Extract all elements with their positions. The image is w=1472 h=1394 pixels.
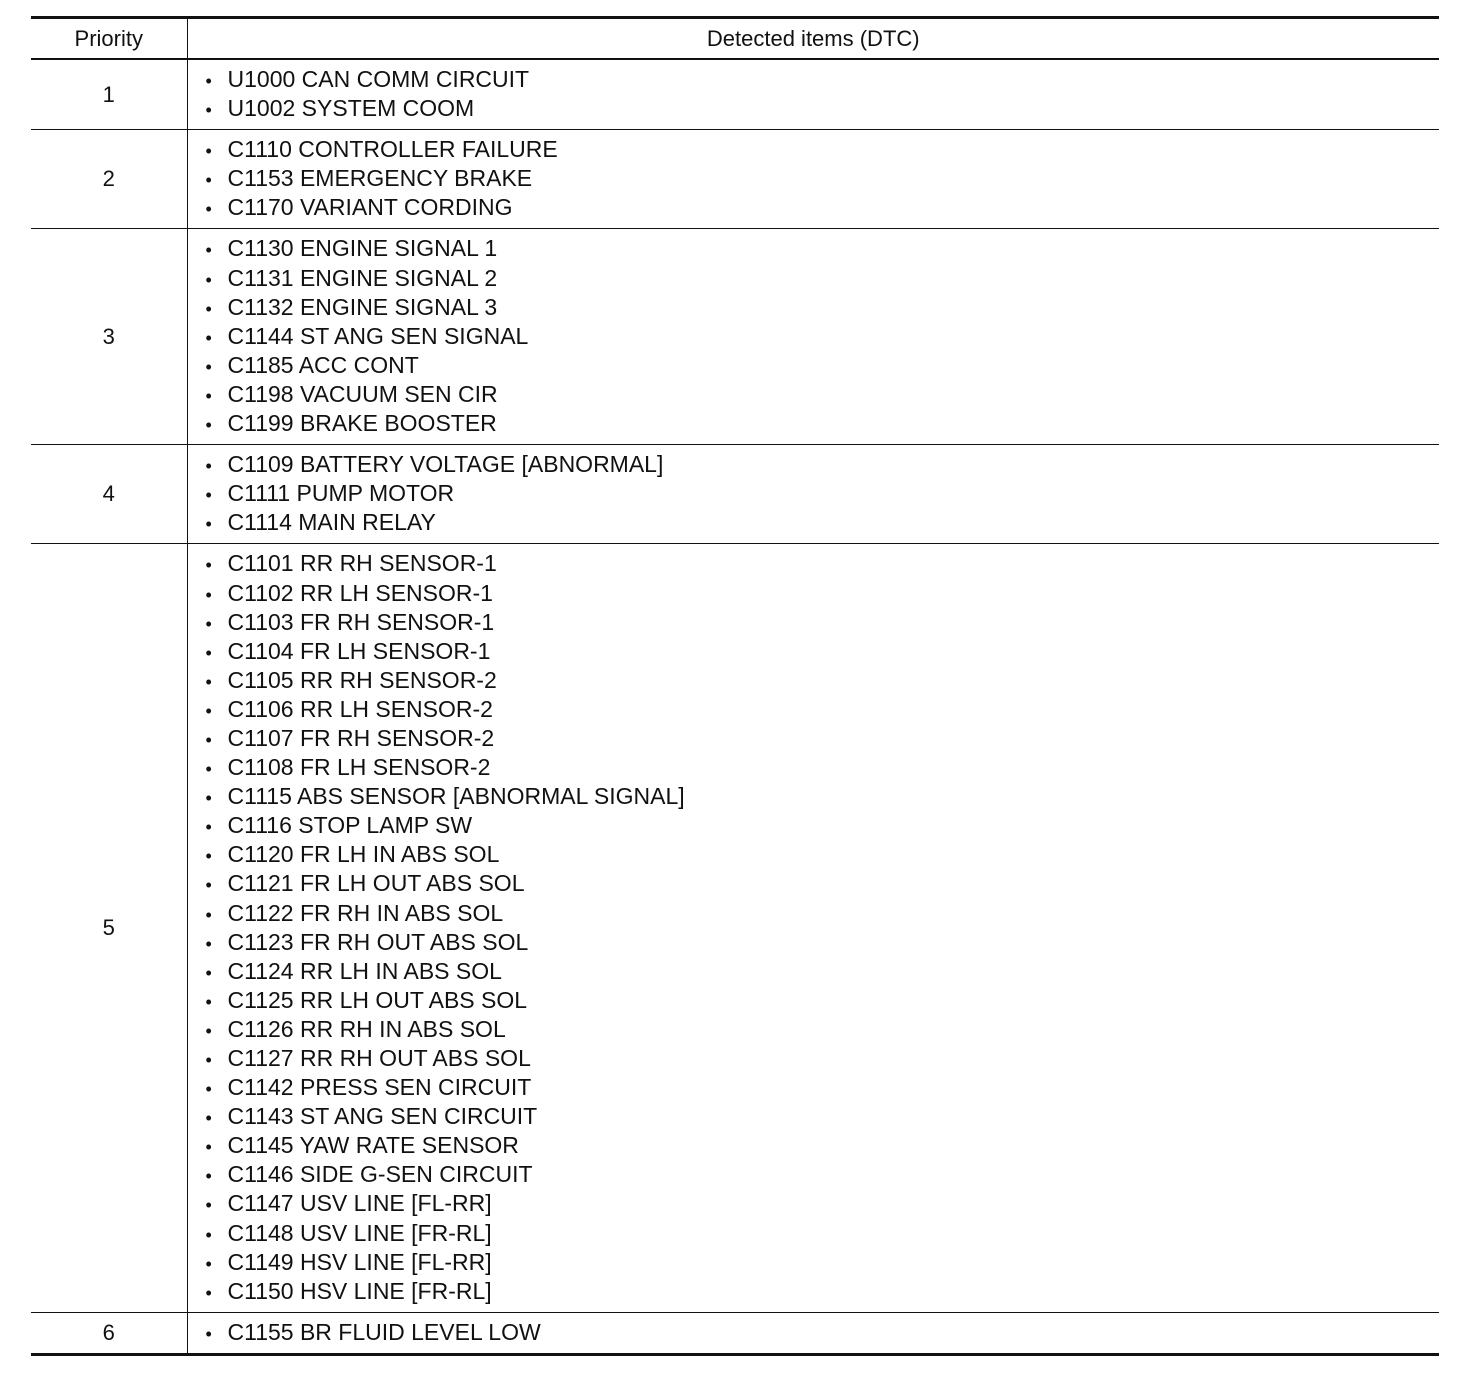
bullet-icon: • xyxy=(205,875,212,896)
bullet-icon: • xyxy=(205,1323,212,1344)
bullet-icon: • xyxy=(205,555,212,576)
bullet-icon: • xyxy=(205,269,212,290)
dtc-item-text: C1121 FR LH OUT ABS SOL xyxy=(227,870,525,897)
dtc-item-text: C1147 USV LINE [FL-RR] xyxy=(227,1190,492,1217)
dtc-item-text: C1170 VARIANT CORDING xyxy=(227,194,513,221)
dtc-item-text: C1125 RR LH OUT ABS SOL xyxy=(227,986,528,1013)
dtc-item-text: C1150 HSV LINE [FR-RL] xyxy=(227,1277,492,1304)
dtc-item-text: C1104 FR LH SENSOR-1 xyxy=(227,637,491,664)
dtc-item-text: C1145 YAW RATE SENSOR xyxy=(227,1132,519,1159)
dtc-item-text: C1124 RR LH IN ABS SOL xyxy=(227,957,502,984)
list-item xyxy=(202,1189,1440,1218)
list-item xyxy=(202,264,1440,293)
dtc-item-text: C1106 RR LH SENSOR-2 xyxy=(227,695,493,722)
dtc-item-text: C1115 ABS SENSOR [ABNORMAL SIGNAL] xyxy=(227,783,685,810)
dtc-item-text: C1143 ST ANG SEN CIRCUIT xyxy=(227,1103,538,1130)
bullet-icon: • xyxy=(205,613,212,634)
list-item xyxy=(202,164,1440,193)
list-item xyxy=(202,1044,1440,1073)
bullet-icon: • xyxy=(205,1050,212,1070)
bullet-icon: • xyxy=(205,385,212,406)
bullet-icon: • xyxy=(205,514,212,535)
list-item xyxy=(202,380,1440,409)
table-body xyxy=(31,59,1439,1354)
bullet-icon: • xyxy=(205,729,212,750)
list-item xyxy=(202,753,1440,782)
table-row xyxy=(31,229,1439,445)
list-item xyxy=(202,1131,1440,1160)
list-item xyxy=(202,928,1440,957)
bullet-icon: • xyxy=(205,1137,212,1158)
dtc-item-text: C1108 FR LH SENSOR-2 xyxy=(227,754,491,781)
list-item xyxy=(202,869,1440,898)
list-item xyxy=(202,322,1440,351)
dtc-item-text: C1116 STOP LAMP SW xyxy=(227,812,473,839)
bullet-icon: • xyxy=(205,991,212,1012)
priority-cell: 6 xyxy=(31,1312,187,1354)
bullet-icon: • xyxy=(205,356,212,377)
bullet-icon: • xyxy=(205,962,212,983)
list-item xyxy=(202,193,1440,222)
bullet-icon: • xyxy=(205,933,212,954)
dtc-list xyxy=(202,1318,1440,1347)
list-item xyxy=(202,351,1440,380)
dtc-item-text: U1000 CAN COMM CIRCUIT xyxy=(227,66,530,92)
bullet-icon: • xyxy=(205,584,212,605)
list-item xyxy=(202,479,1440,508)
list-item xyxy=(202,1102,1440,1131)
dtc-item-text: C1101 RR RH SENSOR-1 xyxy=(227,550,497,577)
detected-items-cell xyxy=(187,59,1439,130)
bullet-icon: • xyxy=(205,100,212,121)
bullet-icon: • xyxy=(205,788,212,809)
priority-cell: 2 xyxy=(31,130,187,229)
list-item xyxy=(202,293,1440,322)
list-item xyxy=(202,1277,1440,1306)
dtc-item-text: C1142 PRESS SEN CIRCUIT xyxy=(227,1074,532,1101)
list-item xyxy=(202,811,1440,840)
bullet-icon: • xyxy=(205,240,212,261)
table-row xyxy=(31,1312,1439,1354)
dtc-item-text: C1127 RR RH OUT ABS SOL xyxy=(227,1045,531,1071)
dtc-item-text: C1198 VACUUM SEN CIR xyxy=(227,380,498,407)
dtc-item-text: C1122 FR RH IN ABS SOL xyxy=(227,899,504,926)
list-item xyxy=(202,135,1440,164)
dtc-item-text: C1130 ENGINE SIGNAL 1 xyxy=(227,235,498,262)
dtc-item-text: C1153 EMERGENCY BRAKE xyxy=(227,165,533,192)
dtc-list xyxy=(202,450,1440,537)
priority-cell: 1 xyxy=(31,59,187,130)
list-item xyxy=(202,1160,1440,1189)
dtc-item-text: C1105 RR RH SENSOR-2 xyxy=(227,666,497,693)
dtc-item-text: C1109 BATTERY VOLTAGE [ABNORMAL] xyxy=(227,451,664,478)
list-item xyxy=(202,637,1440,666)
dtc-item-text: C1155 BR FLUID LEVEL LOW xyxy=(227,1318,541,1345)
dtc-item-text: C1126 RR RH IN ABS SOL xyxy=(227,1015,506,1042)
table-row xyxy=(31,130,1439,229)
dtc-item-text: C1185 ACC CONT xyxy=(227,351,419,378)
dtc-item-text: C1103 FR RH SENSOR-1 xyxy=(227,608,495,635)
bullet-icon: • xyxy=(205,1079,212,1100)
list-item xyxy=(202,1015,1440,1044)
dtc-list xyxy=(202,65,1440,123)
bullet-icon: • xyxy=(205,700,212,721)
dtc-item-text: C1120 FR LH IN ABS SOL xyxy=(227,841,500,868)
bullet-icon: • xyxy=(205,1020,212,1041)
dtc-item-text: C1102 RR LH SENSOR-1 xyxy=(227,579,493,606)
bullet-icon: • xyxy=(205,1224,212,1245)
bullet-icon: • xyxy=(205,170,212,191)
bullet-icon: • xyxy=(205,904,212,925)
detected-items-cell xyxy=(187,1312,1439,1354)
detected-items-column-header: Detected items (DTC) xyxy=(706,25,920,51)
bullet-icon: • xyxy=(205,456,212,477)
bullet-icon: • xyxy=(205,846,212,867)
list-item xyxy=(202,957,1440,986)
list-item xyxy=(202,1073,1440,1102)
table-row xyxy=(31,59,1439,130)
dtc-priority-table xyxy=(31,16,1439,1356)
table-row xyxy=(31,544,1439,1312)
bullet-icon: • xyxy=(205,199,212,220)
bullet-icon: • xyxy=(205,1166,212,1187)
dtc-list xyxy=(202,135,1440,222)
dtc-item-text: C1107 FR RH SENSOR-2 xyxy=(227,724,495,751)
dtc-item-text: C1144 ST ANG SEN SIGNAL xyxy=(227,322,529,349)
list-item xyxy=(202,234,1440,263)
list-item xyxy=(202,1248,1440,1277)
bullet-icon: • xyxy=(205,71,212,91)
list-item xyxy=(202,409,1440,438)
table-header-row xyxy=(31,18,1439,60)
bullet-icon: • xyxy=(205,485,212,506)
dtc-item-text: U1002 SYSTEM COOM xyxy=(227,95,475,122)
bullet-icon: • xyxy=(205,298,212,319)
list-item xyxy=(202,549,1440,578)
table-row xyxy=(31,445,1439,544)
bullet-icon: • xyxy=(205,327,212,348)
detected-items-cell xyxy=(187,544,1439,1312)
list-item xyxy=(202,666,1440,695)
dtc-list xyxy=(202,549,1440,1305)
bullet-icon: • xyxy=(205,759,212,780)
dtc-item-text: C1111 PUMP MOTOR xyxy=(227,480,455,507)
list-item xyxy=(202,65,1440,94)
bullet-icon: • xyxy=(205,671,212,692)
list-item xyxy=(202,986,1440,1015)
priority-cell: 4 xyxy=(31,445,187,544)
bullet-icon: • xyxy=(205,817,212,838)
dtc-item-text: C1149 HSV LINE [FL-RR] xyxy=(227,1248,492,1275)
list-item xyxy=(202,579,1440,608)
list-item xyxy=(202,899,1440,928)
list-item xyxy=(202,840,1440,869)
detected-items-cell xyxy=(187,445,1439,544)
bullet-icon: • xyxy=(205,141,212,162)
dtc-item-text: C1132 ENGINE SIGNAL 3 xyxy=(227,293,498,320)
list-item xyxy=(202,695,1440,724)
detected-items-cell xyxy=(187,229,1439,445)
priority-cell: 3 xyxy=(31,229,187,445)
detected-items-cell xyxy=(187,130,1439,229)
list-item xyxy=(202,1318,1440,1347)
priority-column-header: Priority xyxy=(31,18,187,60)
dtc-item-text: C1110 CONTROLLER FAILURE xyxy=(227,136,558,163)
list-item xyxy=(202,782,1440,811)
dtc-item-text: C1199 BRAKE BOOSTER xyxy=(227,410,497,437)
dtc-item-text: C1148 USV LINE [FR-RL] xyxy=(227,1219,492,1246)
bullet-icon: • xyxy=(205,1253,212,1274)
bullet-icon: • xyxy=(205,415,212,436)
list-item xyxy=(202,94,1440,123)
dtc-item-text: C1146 SIDE G-SEN CIRCUIT xyxy=(227,1161,533,1188)
dtc-list xyxy=(202,234,1440,438)
bullet-icon: • xyxy=(205,1108,212,1129)
priority-cell: 5 xyxy=(31,544,187,1312)
bullet-icon: • xyxy=(205,642,212,663)
dtc-item-text: C1131 ENGINE SIGNAL 2 xyxy=(227,264,498,291)
list-item xyxy=(202,508,1440,537)
dtc-item-text: C1114 MAIN RELAY xyxy=(227,509,436,536)
list-item xyxy=(202,450,1440,479)
list-item xyxy=(202,608,1440,637)
list-item xyxy=(202,724,1440,753)
bullet-icon: • xyxy=(205,1195,212,1216)
bullet-icon: • xyxy=(205,1282,212,1303)
dtc-item-text: C1123 FR RH OUT ABS SOL xyxy=(227,928,529,955)
list-item xyxy=(202,1219,1440,1248)
